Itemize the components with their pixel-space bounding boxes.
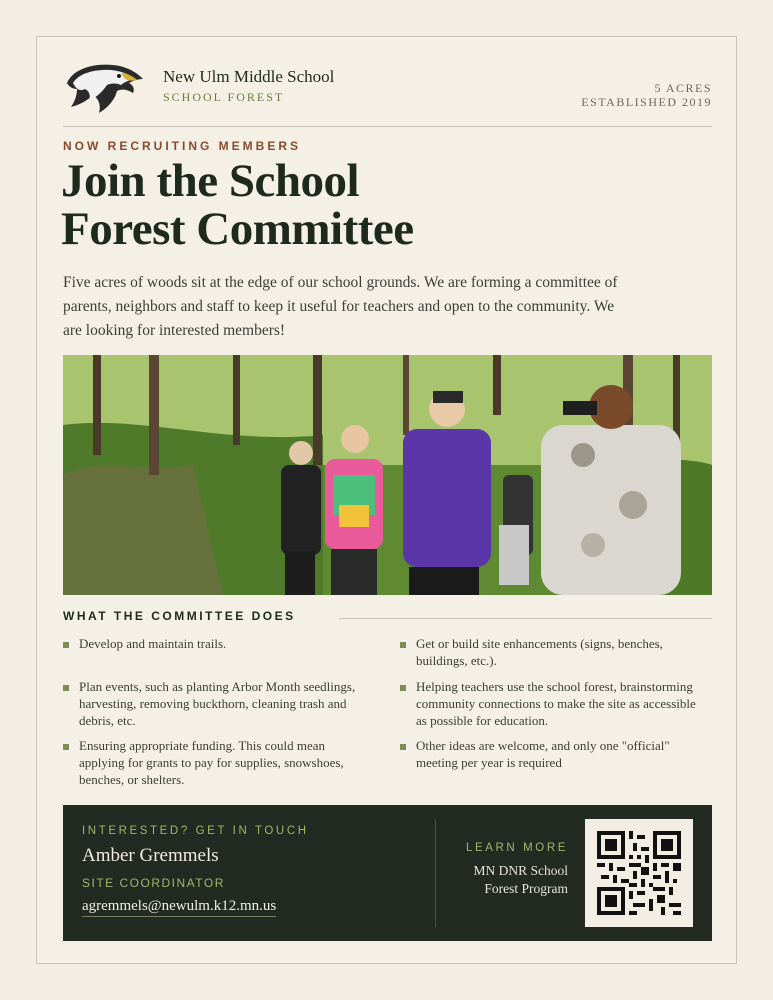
- duty-item: [400, 678, 700, 737]
- qr-code-icon[interactable]: [585, 819, 693, 927]
- contact-panel: [63, 805, 712, 941]
- header: [63, 61, 712, 125]
- established-text: ESTABLISHED 2019: [581, 95, 712, 109]
- flyer-page: [36, 36, 737, 964]
- learn-more-eyebrow: LEARN MORE: [465, 842, 568, 854]
- header-divider: [63, 126, 712, 127]
- square-bullet-icon: [400, 685, 406, 691]
- forest-meta: [581, 81, 712, 109]
- school-name: New Ulm Middle School: [163, 67, 335, 86]
- page-title: [61, 157, 414, 253]
- contact-eyebrow: INTERESTED? GET IN TOUCH: [82, 825, 309, 837]
- duty-text: Ensuring appropriate funding. This could mean applying for grants to pay for supplies, snowshoes, benches, or shelters.: [79, 738, 344, 787]
- duty-item: [400, 737, 700, 771]
- students-birdwatching-photo: [63, 355, 712, 595]
- duties-list-right: [400, 635, 700, 771]
- duty-item: [63, 678, 363, 737]
- square-bullet-icon: [63, 744, 69, 750]
- duty-text: Plan events, such as planting Arbor Month seedlings, harvesting, removing buckthorn, cleaning trash and debris, etc.: [79, 679, 356, 728]
- duty-text: Other ideas are welcome, and only one "official" meeting per year is required: [416, 738, 670, 770]
- square-bullet-icon: [400, 642, 406, 648]
- title-line-1: Join the School: [61, 155, 360, 207]
- duty-item: [63, 737, 363, 788]
- learn-more-text: [428, 862, 568, 898]
- duties-rule: [339, 618, 712, 619]
- learn-more-line-2: Forest Program: [484, 881, 568, 896]
- duty-item: [63, 635, 363, 678]
- duty-text: Develop and maintain trails.: [79, 636, 227, 651]
- recruiting-eyebrow: NOW RECRUITING MEMBERS: [63, 139, 301, 153]
- square-bullet-icon: [63, 685, 69, 691]
- duty-text: Helping teachers use the school forest, brainstorming community connections to make the site as accessible as possible for education.: [416, 679, 696, 728]
- acreage-text: 5 ACRES: [654, 81, 712, 95]
- title-line-2: Forest Committee: [61, 203, 414, 255]
- square-bullet-icon: [63, 642, 69, 648]
- duty-text: Get or build site enhancements (signs, benches, buildings, etc.).: [416, 636, 663, 668]
- intro-paragraph: Five acres of woods sit at the edge of our school grounds. We are forming a committee of parents, neighbors and staff to keep it useful for teachers and open to the community. We are looking for interested members!: [63, 274, 618, 339]
- learn-more-line-1: MN DNR School: [473, 863, 568, 878]
- duty-item: [400, 635, 700, 678]
- duties-heading: WHAT THE COMMITTEE DOES: [63, 609, 296, 623]
- contact-email-link[interactable]: agremmels@newulm.k12.mn.us: [82, 898, 276, 917]
- eagle-logo-icon: [63, 61, 147, 115]
- contact-name: Amber Gremmels: [82, 845, 219, 866]
- duties-list-left: [63, 635, 363, 788]
- square-bullet-icon: [400, 744, 406, 750]
- school-subtitle: SCHOOL FOREST: [163, 90, 285, 104]
- contact-role: SITE COORDINATOR: [82, 876, 225, 890]
